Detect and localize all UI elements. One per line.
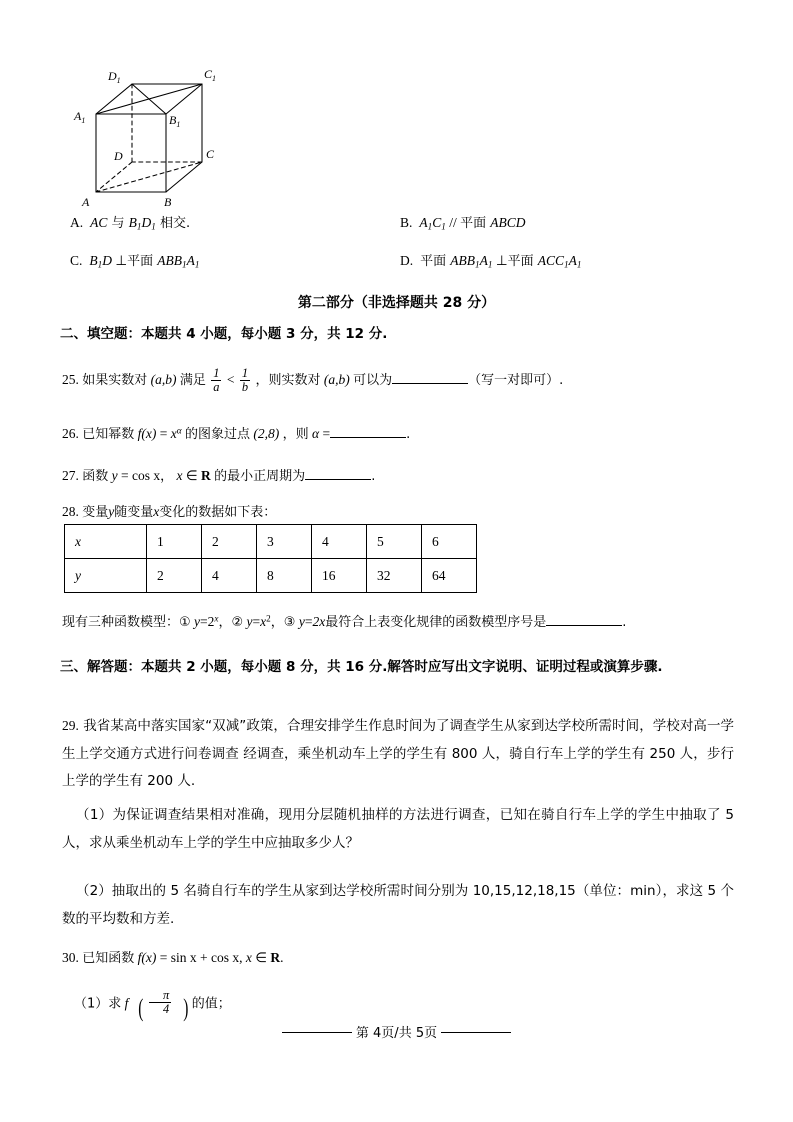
table-cell-y-4: 16 [312,559,367,593]
question-28-number: 28. [62,504,79,519]
q30-part1-denominator: 4 [149,1002,171,1016]
table-cell-y-5: 32 [367,559,422,593]
q27-text-1: 函数 [82,469,109,484]
table-row-label-y: y [65,559,147,593]
q28-model1-base: 2 [207,614,215,629]
q28-y: y [108,504,115,519]
table-cell-x-4: 4 [312,525,367,559]
q28-model3-body: 2x [312,614,326,629]
table-row-x [65,525,477,559]
section-two-heading: 二、填空题：本题共 4 小题，每小题 3 分，共 12 分. [60,326,388,342]
table-cell-x-3: 3 [257,525,312,559]
q30-expression: sin x + cos x [170,950,240,965]
table-cell-x-5: 5 [367,525,422,559]
q27-equals: = [121,468,129,483]
q27-real-set: R [201,468,211,483]
question-25-number: 25. [62,372,79,387]
q28-models-text-1: 现有三种函数模型： [62,615,180,630]
table-cell-y-3: 8 [257,559,312,593]
q27-answer-blank[interactable] [305,479,371,480]
q28-comma-2: ， [270,615,284,630]
right-paren-icon: ) [183,993,189,1022]
question-26-number: 26. [62,426,79,441]
q28-model3-y: y [298,614,305,629]
question-29 [62,712,734,796]
q30-x: x [245,950,252,965]
cube-diagram [72,52,232,210]
section-three-heading: 三、解答题：本题共 2 小题，每小题 8 分，共 16 分.解答时应写出文字说明、证明过程或演算步骤. [60,659,663,675]
q27-text-2: 的最小正周期为 [214,469,306,484]
q30-part1-suffix: 的值； [191,996,231,1012]
option-c-label: C. [70,252,83,268]
question-29-number: 29. [62,718,79,733]
option-a[interactable]: A. AC 与 $B_1D_1$ 相交. [70,215,191,232]
q25-fraction-1 [211,367,221,394]
answer-options [70,212,730,287]
vertex-label-D1: $D_1$ [108,69,121,85]
q27-member-of: ∈ [185,468,198,483]
table-cell-x-2: 2 [202,525,257,559]
q25-text-1: 如果实数对 [82,373,148,388]
q28-model3-equals: = [304,614,313,629]
q28-model1-equals: = [200,614,208,629]
table-cell-x-6: 6 [422,525,477,559]
option-b[interactable]: B. $A_1C_1$ // 平面 ABCD [400,215,526,232]
question-25 [62,366,734,394]
part-two-title: 第二部分（非选择题共 28 分） [297,295,496,311]
vertex-label-C1: $C_1$ [204,67,217,83]
vertex-label-A: A [82,195,90,209]
q28-model2-equals: = [252,614,261,629]
q25-frac2-denominator: b [241,380,249,395]
q30-part1-prefix: （1）求 [74,996,122,1012]
q28-answer-blank[interactable] [546,625,622,626]
table-row-y [65,559,477,593]
q25-pair-2: (a,b) [323,372,350,387]
q28-text-3: 变化的数据如下表： [159,505,277,520]
q30-part1-f: f [124,995,129,1011]
q25-text-3: ，则实数对 [255,373,321,388]
option-row-cd [70,250,730,270]
question-30 [62,944,734,972]
q28-marker-2: ② [231,615,244,630]
q25-frac1-numerator: 1 [213,365,220,380]
option-d-label: D. [400,252,414,268]
q25-text-4: 可以为 [353,373,393,388]
option-b-label: B. [400,215,413,230]
q25-frac2-numerator: 1 [241,365,249,380]
q28-text-2: 随变量 [114,505,154,520]
q30-function: f(x) [137,950,157,965]
q27-comma: ， [160,469,174,484]
q26-text-2: 的图象过点 [184,427,250,442]
q26-power-base: x [170,426,177,441]
page-number-text: 第 4页/共 5页 [352,1022,441,1041]
q28-models-text-2: 最符合上表变化规律的函数模型序号是 [325,615,547,630]
q30-period: . [280,950,284,965]
question-28 [62,498,734,526]
q28-marker-3: ③ [283,615,296,630]
q28-model1-exponent: x [214,613,219,624]
q30-equals: = [159,950,168,965]
q25-pair-1: (a,b) [150,372,177,387]
vertex-label-A1: $A_1$ [74,109,86,125]
table-cell-y-2: 4 [202,559,257,593]
q26-point: (2,8) [253,426,280,441]
question-30-number: 30. [62,950,79,965]
q30-part1-numerator: π [162,988,170,1003]
q26-text-1: 已知幂数 [82,427,135,442]
q27-y: y [111,468,118,483]
question-28-models [62,608,734,636]
vertex-label-C: C [206,147,215,161]
page-footer [0,1022,793,1041]
q28-text-1: 变量 [82,505,109,520]
q27-x: x [176,468,183,483]
q28-model1-y: y [194,614,201,629]
data-table [64,524,477,593]
table-cell-y-6: 64 [422,559,477,593]
table-cell-y-1: 2 [147,559,202,593]
q30-member-of: ∈ [255,950,268,965]
question-27-number: 27. [62,468,79,483]
q25-text-5: （写一对即可）. [468,373,564,388]
q26-function: f(x) [137,426,157,441]
q25-fraction-2 [240,367,250,394]
q27-cos-expression: cos x [132,468,161,483]
table-cell-x-1: 1 [147,525,202,559]
q26-alpha: α [311,426,320,441]
vertex-label-B: B [164,195,172,209]
q30-comma: , [239,950,243,965]
option-d[interactable]: D. 平面 $ABB_1A_1$ ⊥平面 $ACC_1A_1$ [400,252,582,270]
option-a-label: A. [70,215,84,230]
q30-part1-fraction [149,989,171,1016]
vertex-label-D: D [114,149,123,163]
q28-comma-1: ， [218,615,232,630]
option-row-ab [70,212,730,232]
q25-answer-blank[interactable] [392,383,468,384]
question-29-part-1: （1）为保证调查结果相对准确，现用分层随机抽样的方法进行调查，已知在骑自行车上学的学生中抽取了 5 人，求从乘坐机动车上学的学生中应抽取多少人？ [62,807,734,851]
q25-frac1-denominator: a [213,380,220,395]
q25-relation: < [226,372,235,387]
q28-model2-exponent: 2 [266,613,271,624]
q26-equals-2: = [322,426,331,441]
q26-answer-blank[interactable] [330,437,406,438]
question-29-part-2: （2）抽取出的 5 名骑自行车的学生从家到达学校所需时间分别为 10,15,12,18,15（单位：min），求这 5 个数的平均数和方差. [62,883,734,927]
q27-text-3: . [371,469,376,484]
question-27 [62,462,734,490]
q26-power-exponent: α [176,425,182,436]
q26-text-3: ，则 [282,427,309,442]
table-row-label-x: x [65,525,147,559]
question-26 [62,420,734,448]
left-paren-icon: ( [138,993,144,1022]
q30-text-1: 已知函数 [82,951,135,966]
q25-text-2: 满足 [179,373,206,388]
q28-x: x [153,504,160,519]
q28-model2-y: y [246,614,253,629]
q30-real-set: R [270,950,281,965]
q28-model2-base: x [260,614,267,629]
vertex-label-B1: $B_1$ [169,113,181,129]
q26-equals-1: = [159,426,168,441]
q28-models-text-3: . [622,615,627,630]
option-c[interactable]: C. $B_1D$ ⊥平面 $ABB_1A_1$ [70,252,200,270]
q28-marker-1: ① [179,615,191,630]
question-29-body: 我省某高中落实国家“双减”政策，合理安排学生作息时间为了调查学生从家到达学校所需时间，学校对高一学生上学交通方式进行问卷调查 经调查，乘坐机动车上学的学生有 800 人，骑自行车上学的学生有 250 人，步行上学的学生有 200 人. [62,718,734,790]
q26-text-4: . [406,427,411,442]
